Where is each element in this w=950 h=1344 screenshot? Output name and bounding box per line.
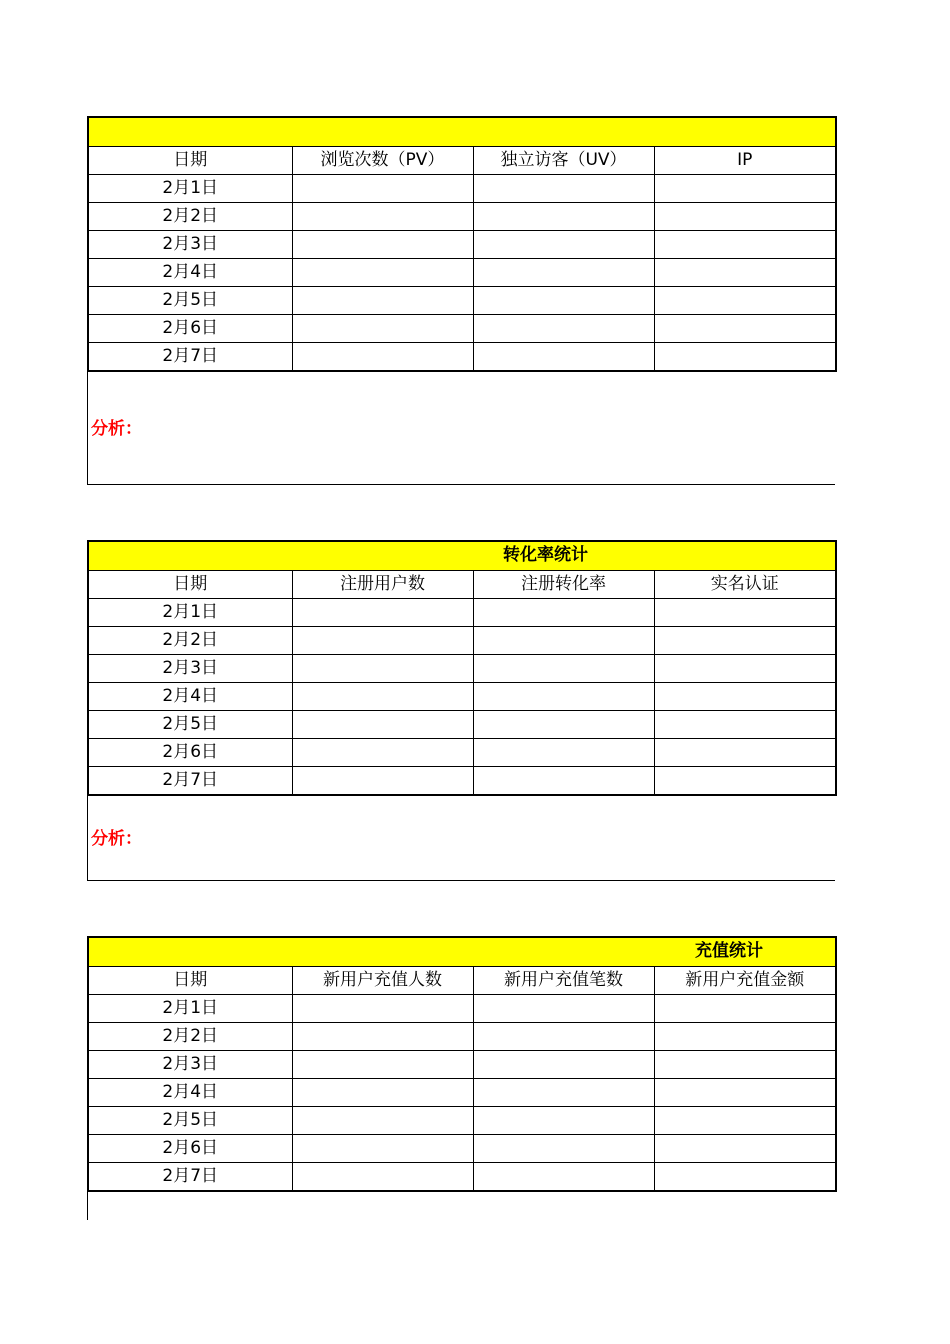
date-cell[interactable]: 2月1日 (88, 599, 292, 627)
date-cell[interactable]: 2月4日 (88, 1079, 292, 1107)
table-row (88, 599, 836, 627)
header-cell-pv[interactable]: 浏览次数（PV） (292, 147, 473, 175)
analysis-area[interactable] (87, 796, 835, 881)
date-cell[interactable]: 2月5日 (88, 1107, 292, 1135)
data-cell[interactable] (292, 1135, 473, 1163)
table-row (88, 739, 836, 767)
header-cell-date[interactable]: 日期 (88, 571, 292, 599)
data-cell[interactable] (654, 315, 836, 343)
data-cell[interactable] (292, 175, 473, 203)
data-cell[interactable] (654, 767, 836, 796)
data-cell[interactable] (292, 231, 473, 259)
data-cell[interactable] (292, 343, 473, 372)
header-cell-recharge-amount[interactable]: 新用户充值金额 (654, 967, 836, 995)
traffic-table (87, 116, 837, 372)
table-row (88, 683, 836, 711)
table-row (88, 203, 836, 231)
date-cell[interactable]: 2月5日 (88, 711, 292, 739)
header-cell-date[interactable]: 日期 (88, 147, 292, 175)
data-cell[interactable] (292, 711, 473, 739)
date-cell[interactable]: 2月6日 (88, 1135, 292, 1163)
table-row (88, 343, 836, 372)
data-cell[interactable] (654, 203, 836, 231)
data-cell[interactable] (292, 203, 473, 231)
data-cell[interactable] (654, 259, 836, 287)
date-cell[interactable]: 2月2日 (88, 627, 292, 655)
table-title: 转化率统计 (503, 545, 588, 565)
data-cell[interactable] (473, 1051, 654, 1079)
table-row (88, 287, 836, 315)
data-cell[interactable] (292, 259, 473, 287)
analysis-area[interactable] (87, 372, 835, 485)
table-row (88, 259, 836, 287)
table-row (88, 767, 836, 796)
table-row (88, 231, 836, 259)
data-cell[interactable] (473, 683, 654, 711)
data-cell[interactable] (292, 767, 473, 796)
data-cell[interactable] (473, 1135, 654, 1163)
header-cell-uv[interactable]: 独立访客（UV） (473, 147, 654, 175)
date-cell[interactable]: 2月3日 (88, 231, 292, 259)
header-cell-conversion-rate[interactable]: 注册转化率 (473, 571, 654, 599)
header-row (88, 147, 836, 175)
data-cell[interactable] (292, 1079, 473, 1107)
date-cell[interactable]: 2月1日 (88, 175, 292, 203)
table-row (88, 1163, 836, 1192)
analysis-label: 分析： (91, 419, 142, 439)
data-cell[interactable] (654, 995, 836, 1023)
data-cell[interactable] (292, 683, 473, 711)
data-cell[interactable] (292, 287, 473, 315)
data-cell[interactable] (292, 1023, 473, 1051)
data-cell[interactable] (654, 1163, 836, 1192)
data-cell[interactable] (654, 627, 836, 655)
data-cell[interactable] (473, 343, 654, 372)
table-row (88, 655, 836, 683)
analysis-label: 分析： (91, 829, 142, 849)
data-cell[interactable] (292, 655, 473, 683)
data-cell[interactable] (654, 1107, 836, 1135)
data-cell[interactable] (654, 175, 836, 203)
header-row (88, 571, 836, 599)
table-row (88, 711, 836, 739)
data-cell[interactable] (473, 231, 654, 259)
table-banner[interactable] (88, 541, 836, 571)
header-cell-verification[interactable]: 实名认证 (654, 571, 836, 599)
table-banner-row (88, 541, 836, 571)
date-cell[interactable]: 2月2日 (88, 1023, 292, 1051)
table-banner-row (88, 937, 836, 967)
data-cell[interactable] (654, 683, 836, 711)
data-cell[interactable] (654, 1051, 836, 1079)
header-row (88, 967, 836, 995)
date-cell[interactable]: 2月5日 (88, 287, 292, 315)
date-cell[interactable]: 2月4日 (88, 259, 292, 287)
data-cell[interactable] (654, 739, 836, 767)
recharge-table (87, 936, 837, 1192)
table-banner-row (88, 117, 836, 147)
table-title: 充值统计 (695, 941, 763, 961)
data-cell[interactable] (473, 995, 654, 1023)
header-cell-date[interactable]: 日期 (88, 967, 292, 995)
analysis-area[interactable] (87, 1192, 835, 1220)
table-row (88, 995, 836, 1023)
data-cell[interactable] (292, 599, 473, 627)
table-row (88, 1079, 836, 1107)
conversion-table (87, 540, 837, 796)
table-row (88, 1107, 836, 1135)
date-cell[interactable]: 2月7日 (88, 1163, 292, 1192)
table-row (88, 315, 836, 343)
data-cell[interactable] (473, 1107, 654, 1135)
header-cell-recharge-users[interactable]: 新用户充值人数 (292, 967, 473, 995)
date-cell[interactable]: 2月3日 (88, 1051, 292, 1079)
data-cell[interactable] (292, 1107, 473, 1135)
data-cell[interactable] (654, 599, 836, 627)
date-cell[interactable]: 2月7日 (88, 767, 292, 796)
data-cell[interactable] (292, 995, 473, 1023)
data-cell[interactable] (654, 1135, 836, 1163)
date-cell[interactable]: 2月6日 (88, 315, 292, 343)
table-row (88, 1023, 836, 1051)
data-cell[interactable] (292, 1163, 473, 1192)
data-cell[interactable] (473, 259, 654, 287)
date-cell[interactable]: 2月1日 (88, 995, 292, 1023)
data-cell[interactable] (473, 599, 654, 627)
data-cell[interactable] (473, 1023, 654, 1051)
table-row (88, 627, 836, 655)
data-cell[interactable] (654, 1079, 836, 1107)
table-row (88, 1051, 836, 1079)
table-banner[interactable] (88, 937, 836, 967)
section-traffic (87, 116, 835, 485)
data-cell[interactable] (473, 739, 654, 767)
header-cell-registered-users[interactable]: 注册用户数 (292, 571, 473, 599)
section-conversion (87, 540, 835, 881)
table-banner[interactable] (88, 117, 836, 147)
data-cell[interactable] (473, 287, 654, 315)
section-recharge (87, 936, 835, 1220)
date-cell[interactable]: 2月7日 (88, 343, 292, 372)
data-cell[interactable] (292, 315, 473, 343)
data-cell[interactable] (473, 1079, 654, 1107)
data-cell[interactable] (654, 343, 836, 372)
date-cell[interactable]: 2月2日 (88, 203, 292, 231)
data-cell[interactable] (473, 627, 654, 655)
data-cell[interactable] (654, 711, 836, 739)
data-cell[interactable] (292, 1051, 473, 1079)
data-cell[interactable] (473, 655, 654, 683)
data-cell[interactable] (654, 1023, 836, 1051)
date-cell[interactable]: 2月6日 (88, 739, 292, 767)
data-cell[interactable] (473, 711, 654, 739)
data-cell[interactable] (473, 203, 654, 231)
date-cell[interactable]: 2月4日 (88, 683, 292, 711)
data-cell[interactable] (473, 175, 654, 203)
date-cell[interactable]: 2月3日 (88, 655, 292, 683)
table-row (88, 1135, 836, 1163)
data-cell[interactable] (292, 739, 473, 767)
data-cell[interactable] (473, 1163, 654, 1192)
data-cell[interactable] (654, 231, 836, 259)
header-cell-ip[interactable]: IP (654, 147, 836, 175)
header-cell-recharge-count[interactable]: 新用户充值笔数 (473, 967, 654, 995)
data-cell[interactable] (654, 287, 836, 315)
data-cell[interactable] (473, 315, 654, 343)
data-cell[interactable] (473, 767, 654, 796)
data-cell[interactable] (654, 655, 836, 683)
data-cell[interactable] (292, 627, 473, 655)
table-row (88, 175, 836, 203)
